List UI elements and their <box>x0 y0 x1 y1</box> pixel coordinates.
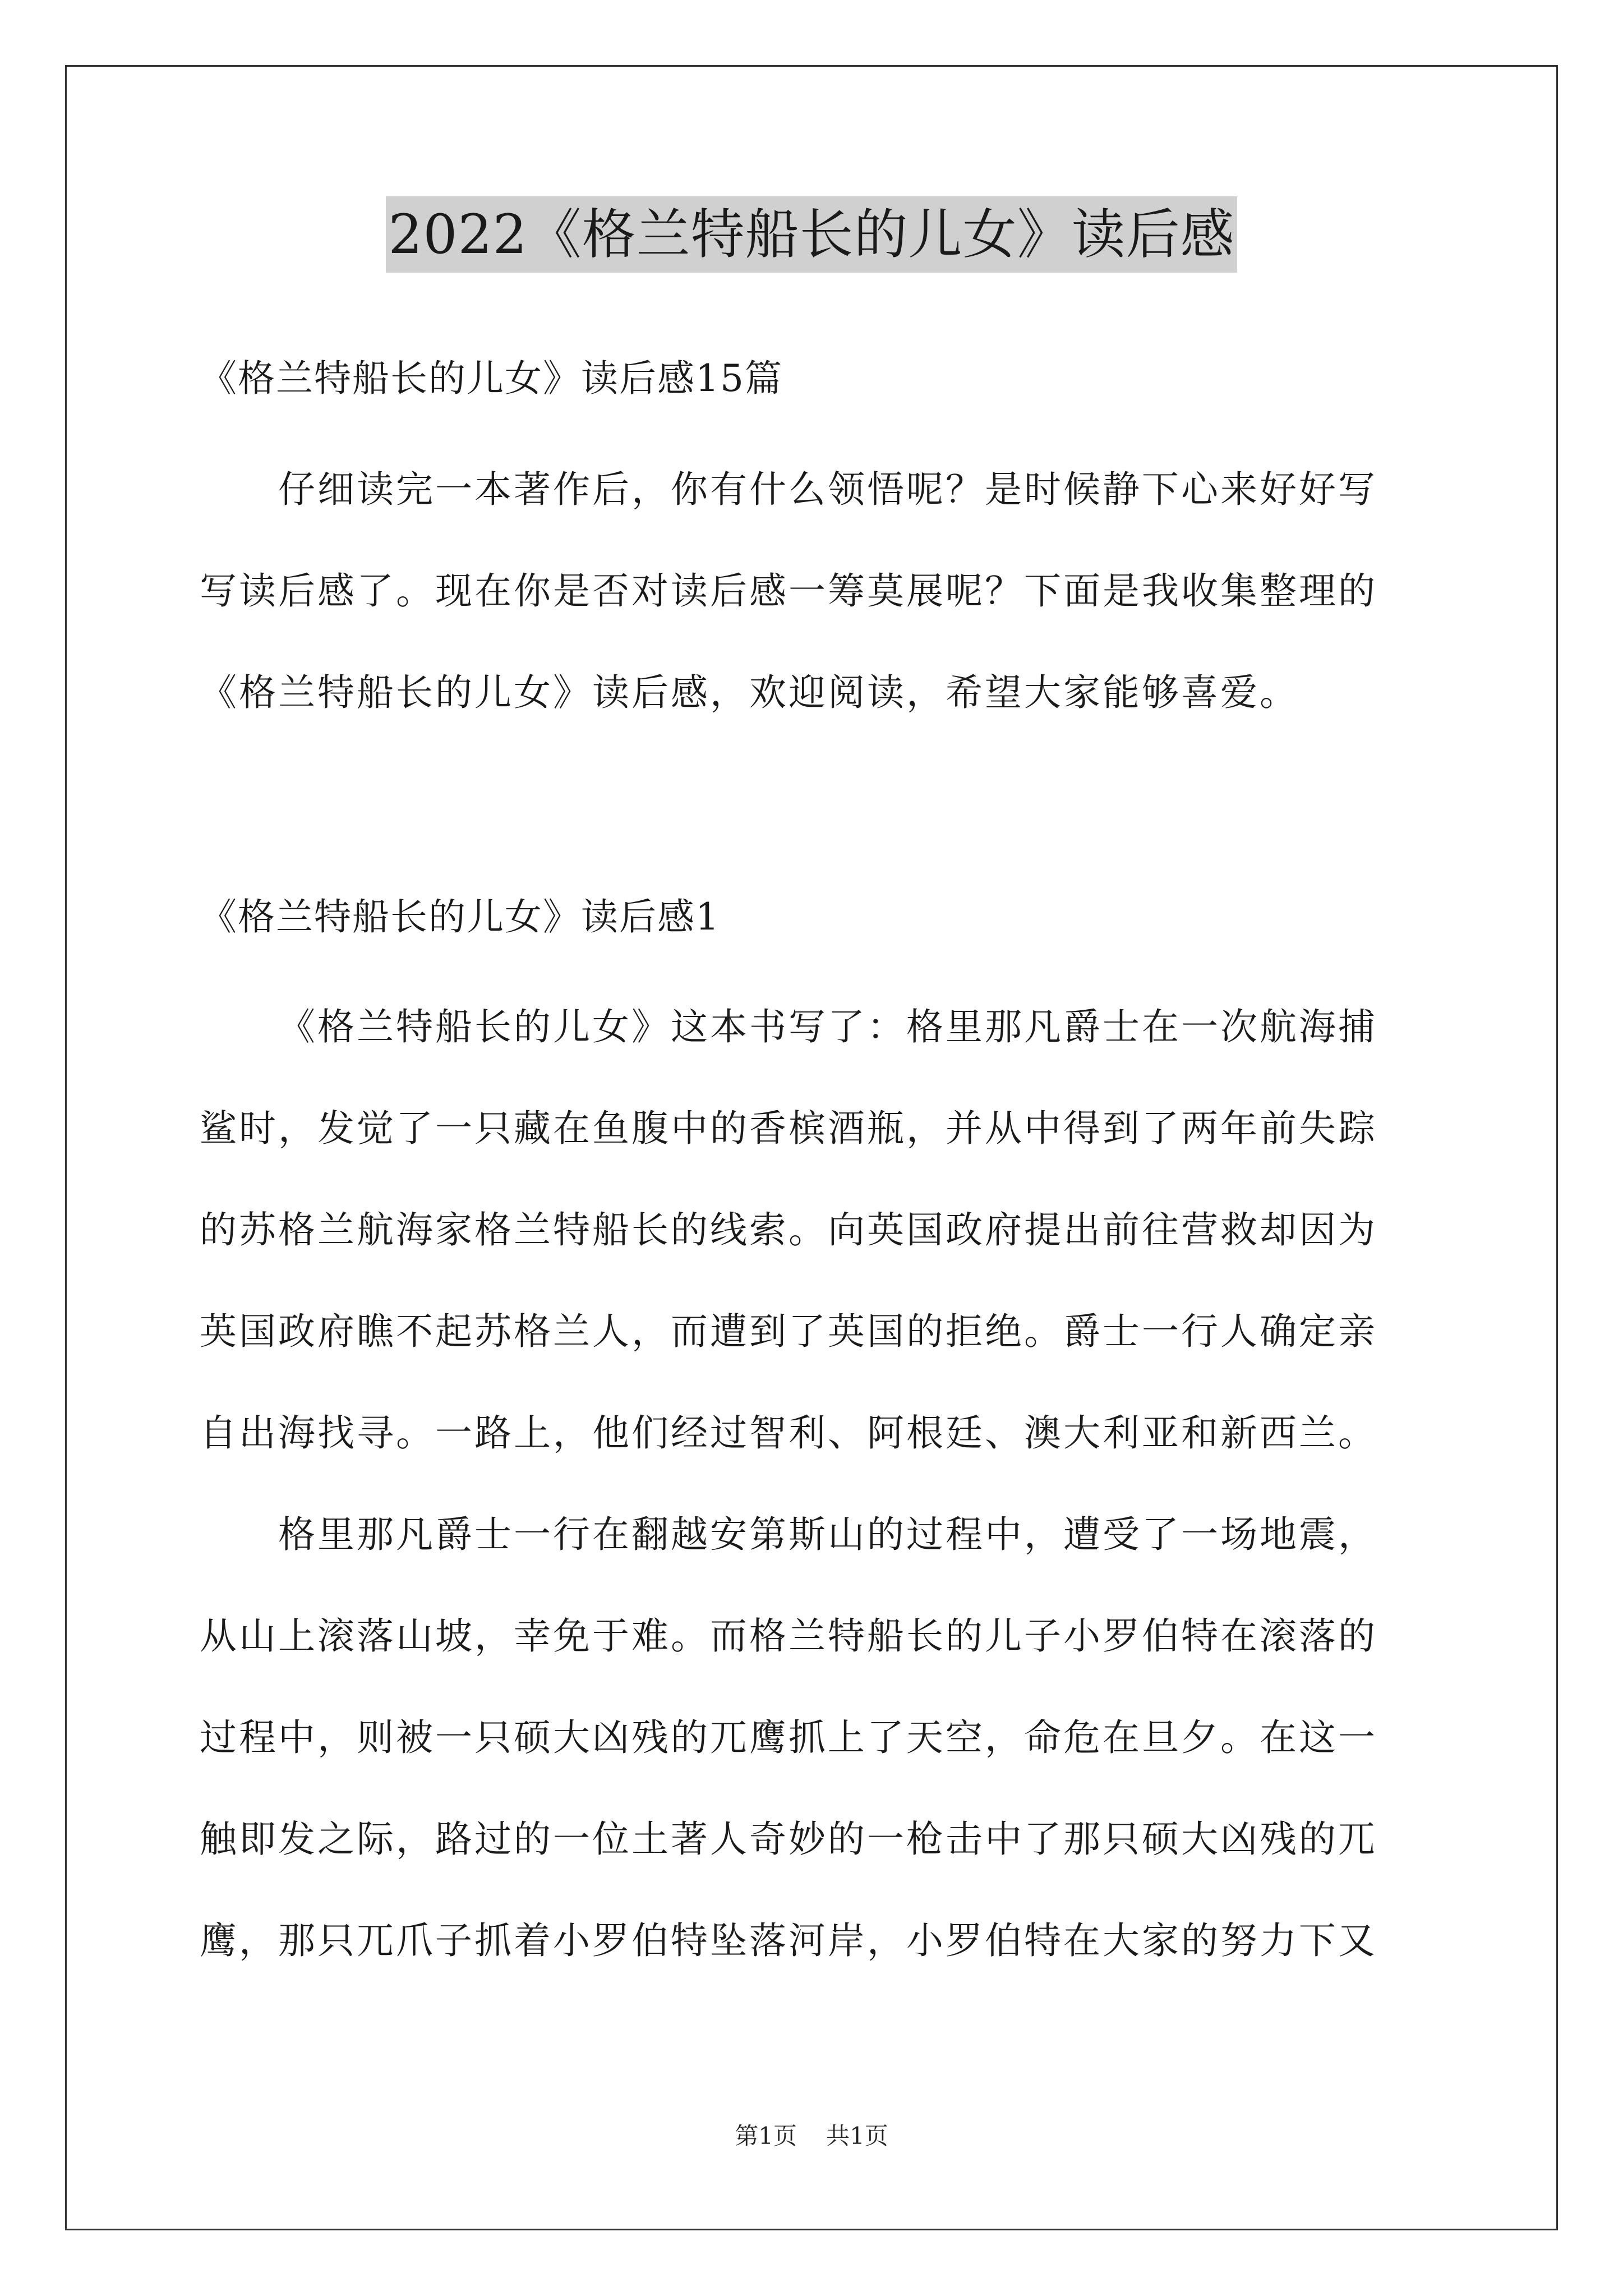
page-footer <box>0 2120 1623 2152</box>
paragraph-line: 的苏格兰航海家格兰特船长的线索。向英国政府提出前往营救却因为 <box>200 1208 1377 1251</box>
page-number: 第1页 <box>735 2122 797 2150</box>
page-total: 共1页 <box>826 2122 888 2150</box>
intro-line: 写读后感了。现在你是否对读后感一筹莫展呢？下面是我收集整理的 <box>200 569 1377 613</box>
paragraph-line: 鹰，那只兀爪子抓着小罗伯特坠落河岸，小罗伯特在大家的努力下又 <box>200 1919 1377 1962</box>
paragraph-line: 《格兰特船长的儿女》这本书写了：格里那凡爵士在一次航海捕 <box>278 1005 1377 1048</box>
paragraph-line: 格里那凡爵士一行在翻越安第斯山的过程中，遭受了一场地震， <box>278 1513 1377 1556</box>
intro-line: 仔细读完一本著作后，你有什么领悟呢？是时候静下心来好好写 <box>278 468 1377 511</box>
subtitle: 《格兰特船长的儿女》读后感15篇 <box>200 357 783 400</box>
document-title: 2022《格兰特船长的儿女》读后感 <box>386 196 1237 273</box>
paragraph-line: 从山上滚落山坡，幸免于难。而格兰特船长的儿子小罗伯特在滚落的 <box>200 1614 1377 1658</box>
paragraph-line: 鲨时，发觉了一只藏在鱼腹中的香槟酒瓶，并从中得到了两年前失踪 <box>200 1107 1377 1150</box>
paragraph-line: 过程中，则被一只硕大凶残的兀鹰抓上了天空，命危在旦夕。在这一 <box>200 1716 1377 1759</box>
section-heading: 《格兰特船长的儿女》读后感1 <box>200 895 720 938</box>
paragraph-line: 自出海找寻。一路上，他们经过智利、阿根廷、澳大利亚和新西兰。 <box>200 1411 1377 1455</box>
document-title-block <box>0 196 1623 273</box>
paragraph-line: 英国政府瞧不起苏格兰人，而遭到了英国的拒绝。爵士一行人确定亲 <box>200 1310 1377 1353</box>
paragraph-line: 触即发之际，路过的一位土著人奇妙的一枪击中了那只硕大凶残的兀 <box>200 1818 1377 1861</box>
intro-line: 《格兰特船长的儿女》读后感，欢迎阅读，希望大家能够喜爱。 <box>200 671 1299 714</box>
